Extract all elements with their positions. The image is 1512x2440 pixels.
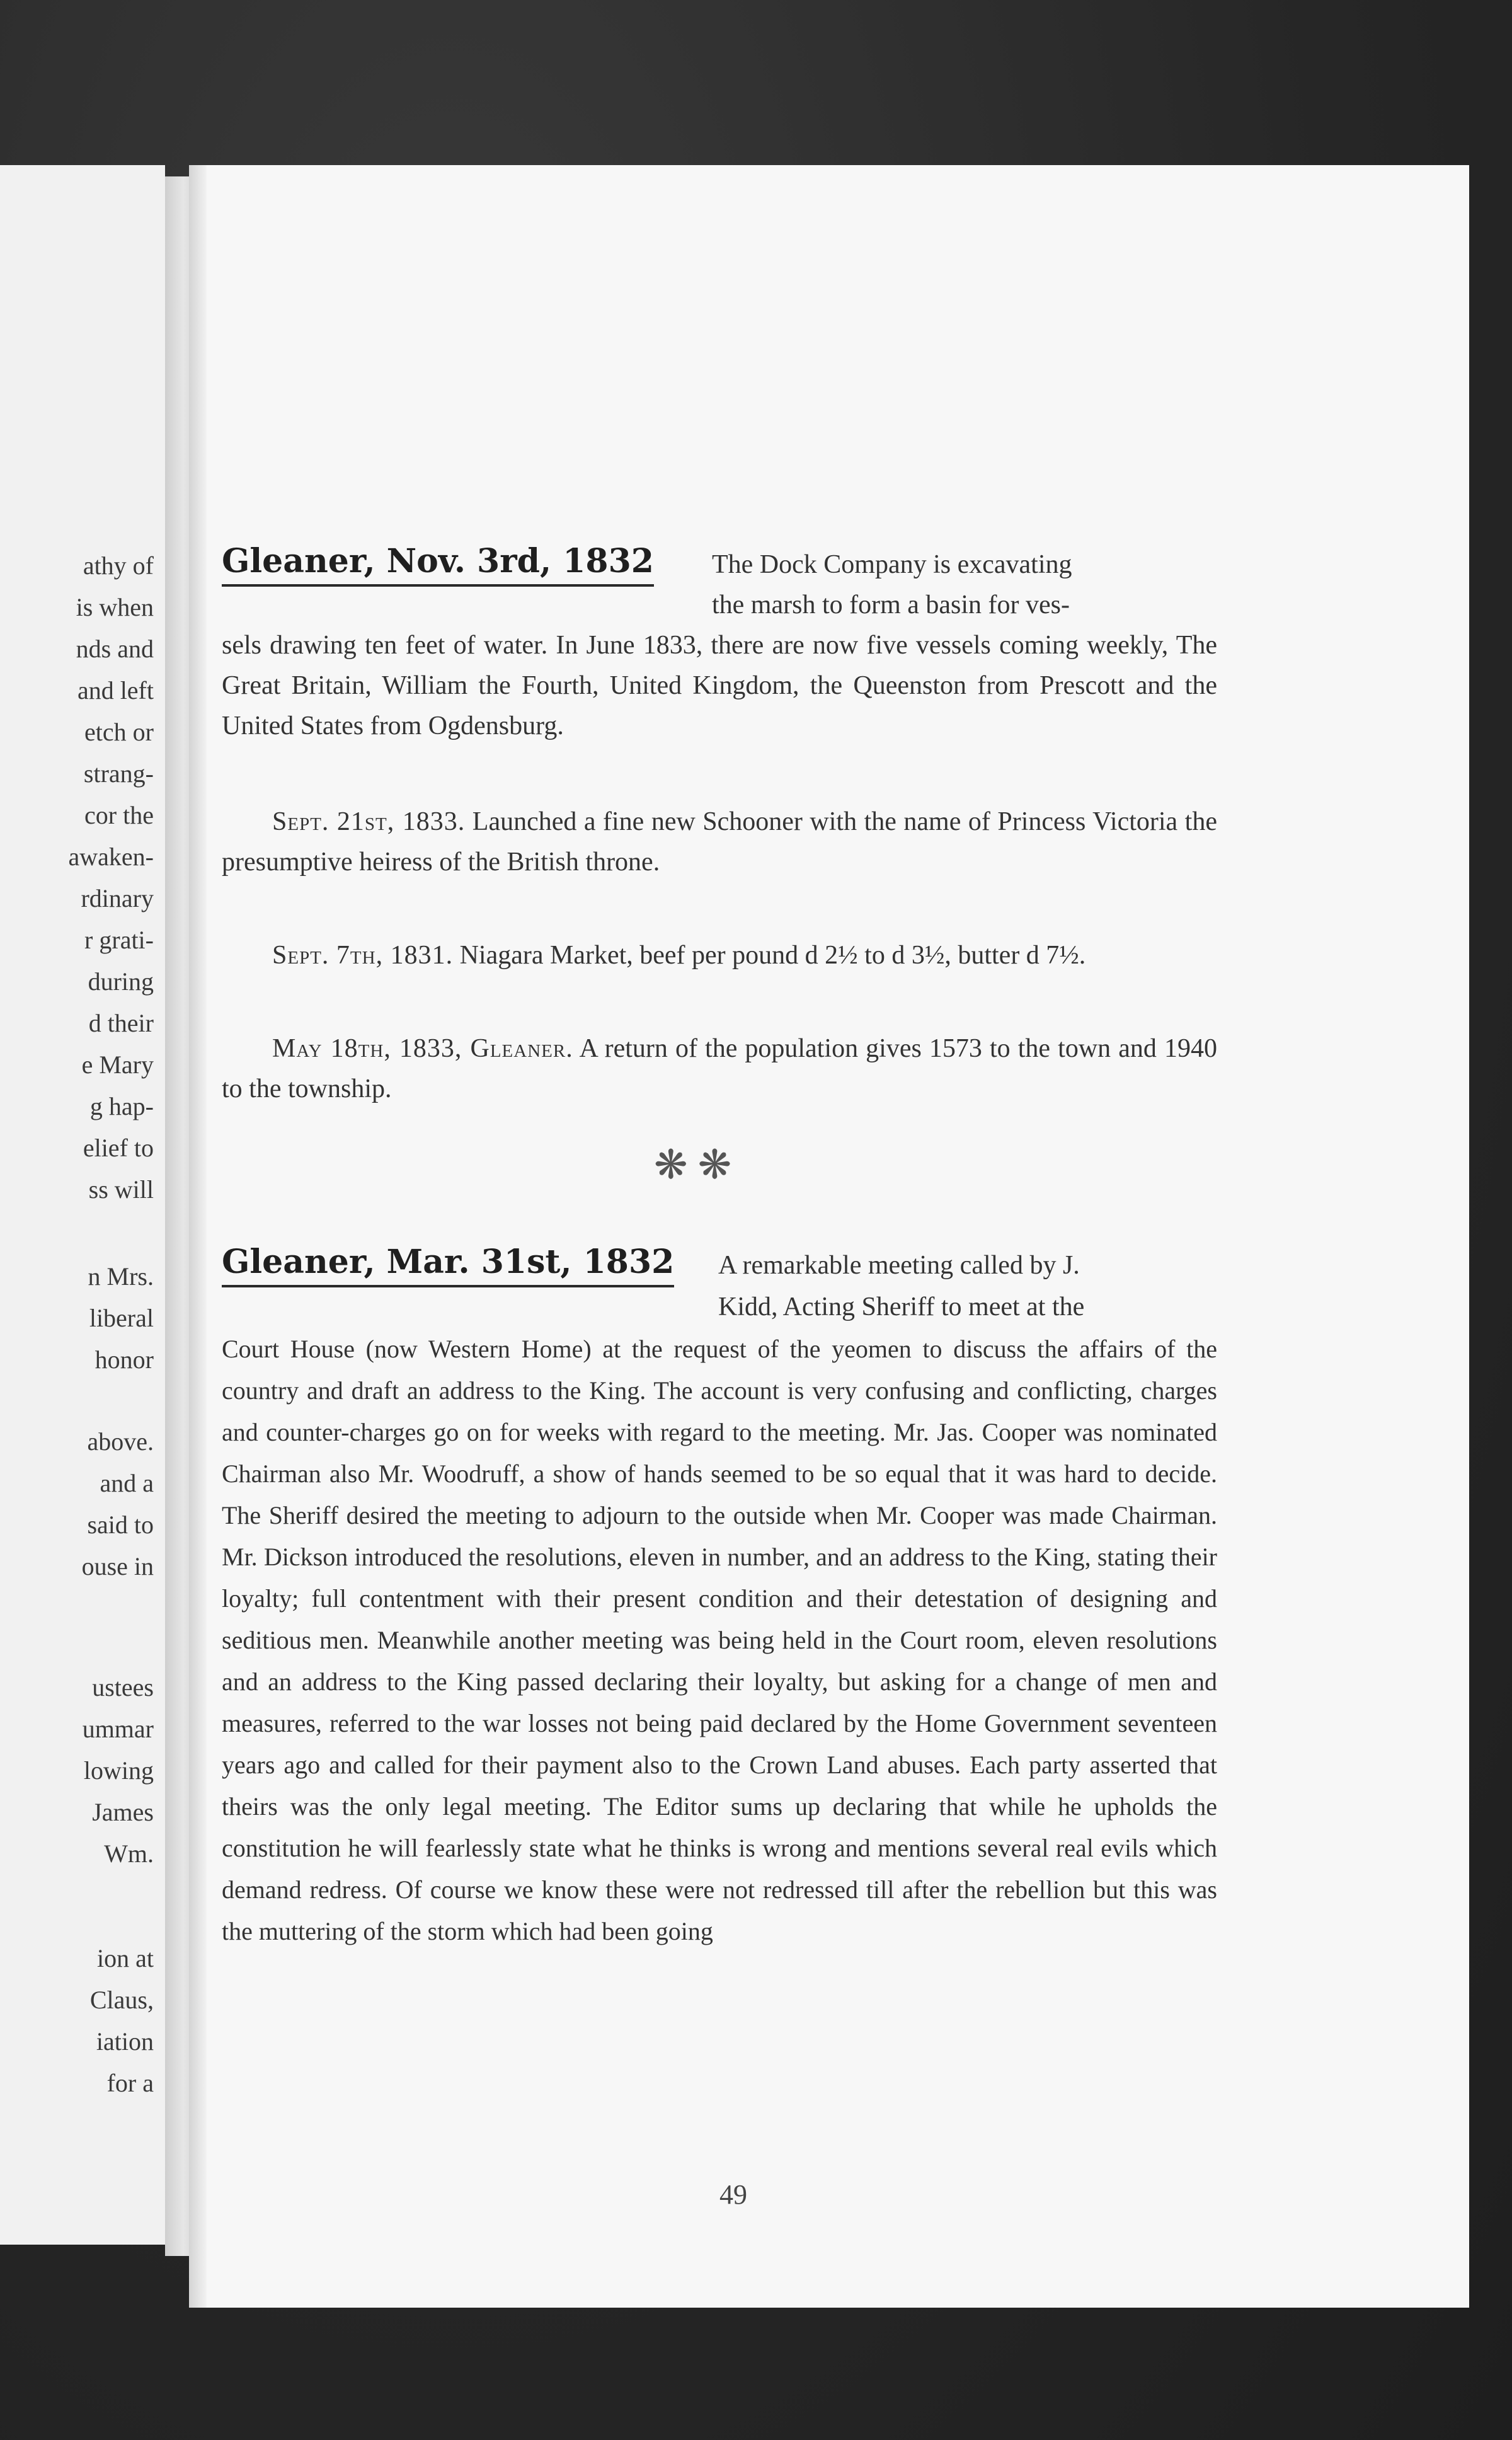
- prev-line: for a: [106, 2069, 154, 2097]
- entry-date: Sept. 7th, 1831.: [272, 941, 454, 970]
- prev-line: athy of: [83, 551, 154, 580]
- entry-heading: [222, 542, 654, 587]
- entry-second-line: the marsh to form a basin for ves-: [712, 590, 1070, 619]
- previous-page-fragment: [0, 165, 165, 2245]
- prev-line: iation: [96, 2027, 154, 2056]
- dated-entry: [222, 802, 1217, 882]
- spine-shadow: [189, 165, 207, 2308]
- prev-line: is when: [76, 593, 154, 621]
- entry-heading-text: Gleaner, Nov. 3rd, 1832: [222, 542, 654, 580]
- prev-line: e Mary: [81, 1050, 154, 1079]
- prev-line: ummar: [82, 1715, 154, 1743]
- entry-second-line: Kidd, Acting Sheriff to meet at the: [718, 1292, 1085, 1321]
- prev-line: James: [92, 1798, 154, 1826]
- prev-line: n Mrs.: [88, 1262, 154, 1291]
- book-page: [189, 165, 1469, 2308]
- heading-underline: [222, 584, 654, 587]
- prev-line: cor the: [84, 801, 154, 829]
- prev-line: ion at: [97, 1944, 154, 1972]
- entry-date: May 18th, 1833, Gleaner.: [272, 1034, 573, 1063]
- entry-heading: [222, 1243, 674, 1287]
- entry-body: Court House (now Western Home) at the request of the yeomen to discuss the affairs of the country and draft an address to the King. The account is very confusing and conflicting, charges and counter-charges go on for weeks with regard to the meeting. Mr. Jas. Cooper was nominated Chairman also Mr. Woodruff, a show of hands seemed to be so equal that it was hard to decide. The Sheriff desired the meeting to adjourn to the outside when Mr. Cooper was made Chairman. Mr. Dickson introduced the resolutions, eleven in number, and an address to the King, stating their loyalty; full contentment with their present condition and their detestation of designing and seditious men. Meanwhile another meeting was being held in the Court room, eleven resolutions and an address to the King passed declaring their loyalty, but asking for a change of men and measures, referred to the war losses not being paid declared by the Home Government seventeen years ago and called for their payment also to the Crown Land abuses. Each party asserted that theirs was the only legal meeting. The Editor sums up declaring that while he upholds the constitution he will fearlessly state what he thinks is wrong and mentions several real evils which demand redress. Of course we know these were not redressed till after the rebellion but this was the muttering of the storm which had been going: [222, 1335, 1217, 1945]
- dated-entry: [222, 935, 1217, 975]
- prev-line: during: [88, 967, 154, 996]
- prev-line: said to: [87, 1511, 154, 1539]
- heading-underline: [222, 1285, 674, 1287]
- prev-line: ouse in: [81, 1552, 154, 1580]
- entry-date: Sept. 21st, 1833.: [272, 807, 466, 836]
- prev-line: r grati-: [84, 926, 154, 954]
- prev-line: liberal: [89, 1304, 154, 1332]
- prev-line: d their: [88, 1009, 154, 1037]
- prev-line: and left: [77, 676, 154, 705]
- prev-line: strang-: [83, 759, 154, 788]
- entry-text: Niagara Market, beef per pound d 2½ to d 3½, butter d 7½.: [453, 941, 1086, 970]
- entry-first-line: A remarkable meeting called by J.: [718, 1251, 1080, 1280]
- prev-line: elief to: [83, 1134, 154, 1162]
- prev-line: nds and: [76, 635, 154, 663]
- entry-body: sels drawing ten feet of water. In June 1833, there are now five vessels coming weekly, The Great Britain, William the Fourth, United Kingdom, the Queenston from Prescott and the United States from Ogdensburg.: [222, 631, 1217, 740]
- prev-line: etch or: [84, 718, 154, 746]
- entry-first-line: The Dock Company is excavating: [712, 550, 1072, 579]
- prev-line: honor: [94, 1345, 154, 1374]
- prev-line: Claus,: [89, 1986, 154, 2014]
- prev-line: g hap-: [89, 1092, 154, 1120]
- entry-text: A return of the population gives 1573 to the town and 1940 to the township.: [222, 1034, 1217, 1103]
- prev-line: Wm.: [104, 1839, 154, 1868]
- prev-line: awaken-: [68, 843, 154, 871]
- prev-line: lowing: [83, 1756, 154, 1785]
- prev-line: ustees: [92, 1673, 154, 1701]
- dated-entry: [222, 1028, 1217, 1109]
- entry-text: Launched a fine new Schooner with the name of Princess Victoria the presumptive heiress of the British throne.: [222, 807, 1217, 877]
- prev-line: and a: [100, 1469, 154, 1497]
- entry-heading-text: Gleaner, Mar. 31st, 1832: [222, 1243, 675, 1281]
- prev-line: ss will: [88, 1175, 154, 1204]
- prev-line: above.: [87, 1427, 154, 1456]
- ornament-divider: ❋ ❋: [654, 1142, 732, 1187]
- page-number: 49: [719, 2179, 747, 2210]
- prev-line: rdinary: [81, 884, 154, 912]
